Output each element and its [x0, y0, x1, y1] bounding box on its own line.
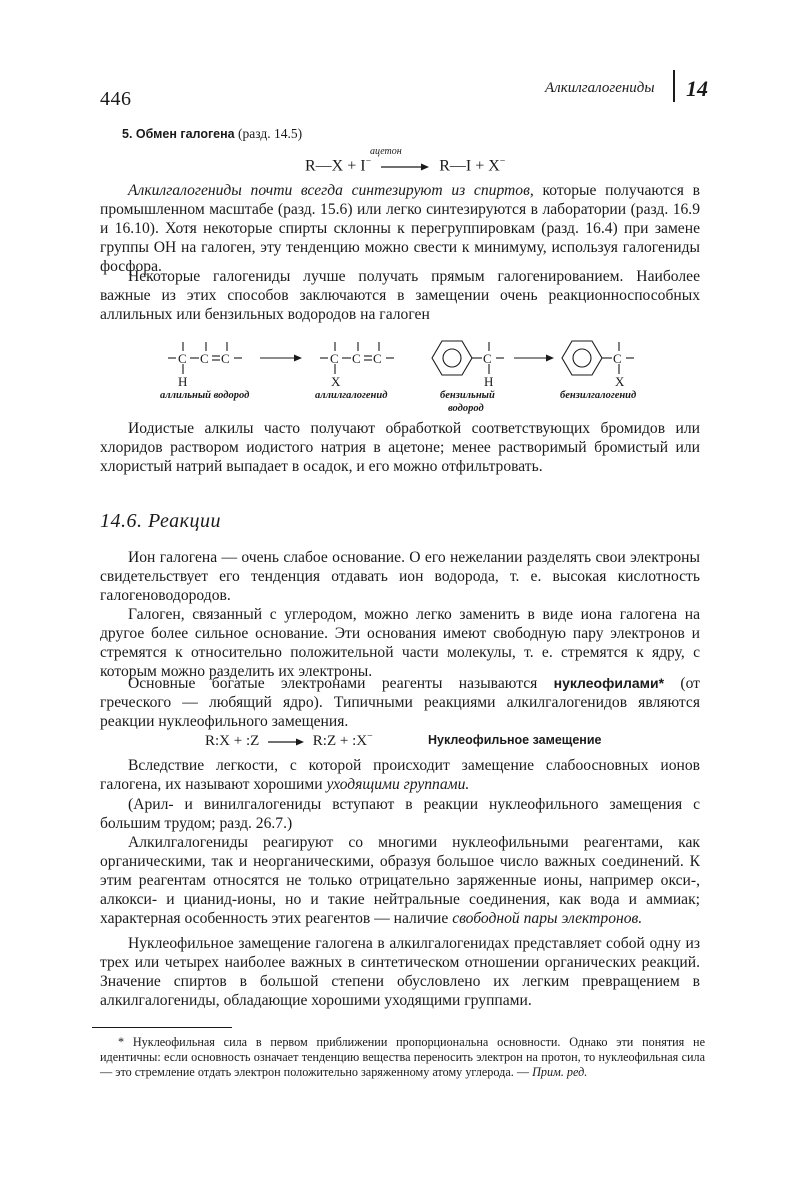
paragraph-importance: Нуклеофильное замещение галогена в алкилгалогенидах представляет собой одну из трех или четырех наиболее важных в синтетическом отношении органических реакций. Значение спиртов в большой степени обусловлено их легким превращением в алкилгалогениды, обладающие хорошими уходящими группами. [100, 935, 700, 1009]
caption-benzyl-hydrogen-2: водород [448, 403, 484, 414]
caption-benzyl-halide: бензилгалогенид [560, 390, 637, 401]
allyl-x-atom: X [331, 374, 341, 389]
svg-text:C: C [352, 351, 361, 366]
paragraph-synthesis [100, 181, 700, 276]
paragraph-halogenation: Некоторые галогениды лучше получать прямым галогенированием. Наиболее важные из этих способов заключаются в замещении очень реакционноспособных аллильных или бензильных водородов на галоген [100, 268, 700, 323]
footnote-editor-note: Прим. ред. [532, 1065, 588, 1079]
svg-text:C: C [178, 351, 187, 366]
caption-allyl-halide: аллилгалогенид [315, 390, 388, 401]
nucl-eq-left: R:X + :Z [205, 733, 260, 749]
paragraph-weak-base: Ион галогена — очень слабое основание. О его нежелании разделять свои электроны свидетельствует его тенденция отдавать ион водорода, т. е. высокая кислотность галогеноводородов. [100, 549, 700, 604]
svg-text:C: C [200, 351, 209, 366]
footnote-rule [92, 1027, 232, 1028]
svg-text:C: C [330, 351, 339, 366]
svg-text:C: C [483, 351, 492, 366]
svg-text:C: C [221, 351, 230, 366]
paragraph-iodides: Иодистые алкилы часто получают обработкой соответствующих бромидов или хлоридов раствором иодистого натрия в ацетоне; менее растворимый бромистый или хлористый натрий выпадает в осадок, и его можно отфильтровать. [100, 420, 700, 475]
svg-text:C: C [613, 351, 622, 366]
structure-drawing [160, 334, 680, 394]
exchange-heading [122, 126, 302, 142]
paragraph-reagents [100, 833, 700, 928]
paragraph-substitution: Галоген, связанный с углеродом, можно легко заменить в виде иона галогена на другое более сильное основание. Эти основания имеют свободную пару электронов и стремятся к относительно положительной части молекулы, т. е. стремятся к ядру, с которым можно разделить их электроны. [100, 606, 700, 680]
paragraph-synthesis-rest: которые получаются в промышленном масштабе (разд. 15.6) или легко синтезируются в лаборатории (разд. 16.9 и 16.10). Хотя некоторые спирты склонны к перегруппировкам (разд. 16.4) при замене группы ОН на галоген, эту тенденцию можно свести к минимуму, используя галогениды фосфора. [100, 182, 700, 275]
nucl-eq-right: R:Z + :X [312, 733, 368, 749]
leaving-groups-term: уходящими группами. [326, 776, 470, 793]
svg-text:C: C [373, 351, 382, 366]
exchange-arrow-note: ацетон [370, 146, 402, 157]
chapter-number: 14 [686, 76, 708, 101]
paragraph-aryl-vinyl: (Арил- и винилгалогениды вступают в реакции нуклеофильного замещения с большим трудом; разд. 26.7.) [100, 796, 700, 832]
paragraph-nucleophiles [100, 674, 700, 731]
exchange-heading-ref: (разд. 14.5) [238, 126, 303, 141]
halogenation-scheme [160, 334, 680, 420]
reagents-text: Алкилгалогениды реагируют со многими нуклеофильными реагентами, как органическими, так и неорганическими, образуя большое число важных соединений. К этим реагентам относятся не только отрицательно заряженные ионы, например окси-, алкокси- и цианид-ионы, но и такие нейтральные соединения, как вода и аммиак; характерная особенность этих реагентов — наличие [100, 834, 700, 927]
running-title: Алкилгалогениды [545, 80, 655, 96]
footnote-text: * Нуклеофильная сила в первом приближении пропорциональна основности. Однако эти понятия не идентичны: если основность означает тенденцию вещества переносить электрон на протон, то нуклеофильная сила — это стремление отдать электрон положительно заряженному атому углерода. — [100, 1035, 705, 1079]
benzyl-x-atom: X [615, 374, 625, 389]
exchange-equation: R—X + I− R—I + X− [305, 156, 506, 175]
exchange-eq-left: R—X + I [305, 157, 366, 175]
footnote [100, 1035, 705, 1080]
leaving-groups-text: Вследствие легкости, с которой происходит замещение слабоосновных ионов галогена, их называют хорошими [100, 757, 700, 793]
allyl-h-atom: H [178, 374, 188, 389]
caption-allyl-hydrogen: аллильный водород [160, 390, 250, 401]
header-divider [673, 70, 675, 102]
nucleophilic-substitution-label: Нуклеофильное замещение [428, 733, 602, 747]
caption-benzyl-hydrogen-1: бензильный [440, 390, 495, 401]
paragraph-synthesis-italic: Алкилгалогениды почти всегда синтезируют из спиртов, [128, 182, 534, 199]
benzyl-h-atom: H [484, 374, 494, 389]
section-title: 14.6. Реакции [100, 510, 221, 532]
page-number: 446 [100, 88, 132, 110]
nucleophiles-text-b: (от греческого — любящий ядро). Типичными реакциями алкилгалогенидов являются реакции нуклеофильного замещения. [100, 675, 700, 730]
nucleophiles-text-a: Основные богатые электронами реагенты называются [128, 675, 554, 692]
paragraph-leaving-groups [100, 756, 700, 794]
nucleophiles-term: нуклеофилами* [553, 675, 665, 691]
exchange-heading-bold: 5. Обмен галогена [122, 127, 235, 141]
reagents-term: свободной пары электронов. [452, 910, 643, 927]
nucleophilic-equation: R:X + :Z R:Z + :X− [205, 731, 373, 749]
exchange-eq-right: R—I + X [439, 157, 500, 175]
reaction-arrow-icon [379, 162, 431, 172]
nucl-arrow-icon [266, 737, 306, 747]
